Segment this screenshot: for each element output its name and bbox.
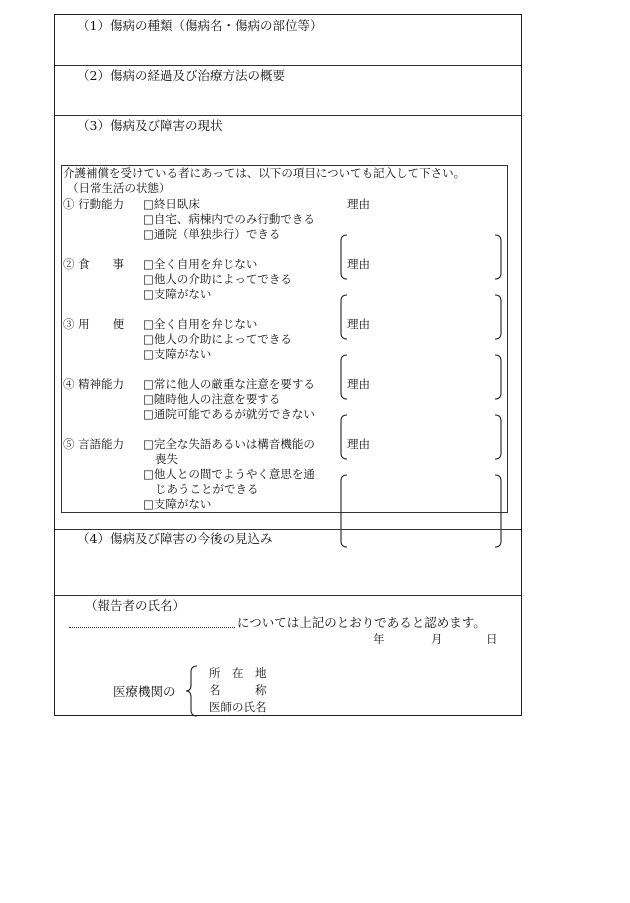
care-notice: 介護補償を受けている者にあっては、以下の項目についても記入して下さい。 bbox=[63, 166, 466, 180]
care-heading: （日常生活の状態） bbox=[67, 181, 171, 195]
reporter-label: （報告者の氏名） bbox=[85, 598, 186, 613]
option: □完全な失語あるいは構音機能の bbox=[143, 437, 315, 451]
option: □他人との間でようやく意思を通 bbox=[143, 467, 315, 481]
name-label: 名 称 bbox=[209, 683, 267, 697]
option: □常に他人の厳重な注意を要する bbox=[143, 377, 315, 391]
option: □終日臥床 bbox=[143, 197, 200, 211]
option: □支障がない bbox=[143, 287, 212, 301]
option: □支障がない bbox=[143, 347, 212, 361]
section-1-title: （1）傷病の種類（傷病名・傷病の部位等） bbox=[77, 18, 323, 33]
reason-label: 理由 bbox=[347, 257, 370, 271]
option: □随時他人の注意を要する bbox=[143, 392, 281, 406]
divider bbox=[55, 65, 521, 66]
item-label-mobility: ① 行動能力 bbox=[63, 197, 125, 211]
confirm-text: については上記のとおりであると認めます。 bbox=[237, 615, 486, 630]
reason-brackets bbox=[339, 235, 503, 565]
divider bbox=[55, 115, 521, 116]
address-label: 所 在 地 bbox=[209, 666, 267, 680]
item-label-eating: ② 食 事 bbox=[63, 257, 125, 271]
option: □全く自用を弁じない bbox=[143, 257, 258, 271]
date-day: 日 bbox=[486, 632, 498, 646]
item-label-speech: ⑤ 言語能力 bbox=[63, 437, 125, 451]
option: □通院可能であるが就労できない bbox=[143, 407, 315, 421]
section-3-title: （3）傷病及び障害の現状 bbox=[77, 118, 223, 133]
item-label-toilet: ③ 用 便 bbox=[63, 317, 125, 331]
reason-label: 理由 bbox=[347, 317, 370, 331]
institution-label: 医療機関の bbox=[113, 684, 176, 699]
date-month: 月 bbox=[431, 632, 443, 646]
option: □全く自用を弁じない bbox=[143, 317, 258, 331]
divider bbox=[55, 529, 521, 530]
reason-label: 理由 bbox=[347, 197, 370, 211]
option: □自宅、病棟内でのみ行動できる bbox=[143, 212, 315, 226]
option: □他人の介助によってできる bbox=[143, 272, 292, 286]
reason-label: 理由 bbox=[347, 377, 370, 391]
divider bbox=[55, 595, 521, 596]
option: □通院（単独歩行）できる bbox=[143, 227, 281, 241]
section-2-title: （2）傷病の経過及び治療方法の概要 bbox=[77, 68, 285, 83]
report-form bbox=[54, 14, 522, 716]
date-year: 年 bbox=[373, 632, 385, 646]
reason-label: 理由 bbox=[347, 437, 370, 451]
section-4-title: （4）傷病及び障害の今後の見込み bbox=[77, 531, 273, 546]
option-continued: じあうことができる bbox=[155, 482, 259, 496]
institution-brace bbox=[185, 665, 199, 717]
doctor-label: 医師の氏名 bbox=[209, 700, 267, 714]
reporter-name-line bbox=[69, 627, 235, 628]
option: □支障がない bbox=[143, 497, 212, 511]
item-label-mental: ④ 精神能力 bbox=[63, 377, 125, 391]
option-continued: 喪失 bbox=[155, 452, 178, 466]
option: □他人の介助によってできる bbox=[143, 332, 292, 346]
